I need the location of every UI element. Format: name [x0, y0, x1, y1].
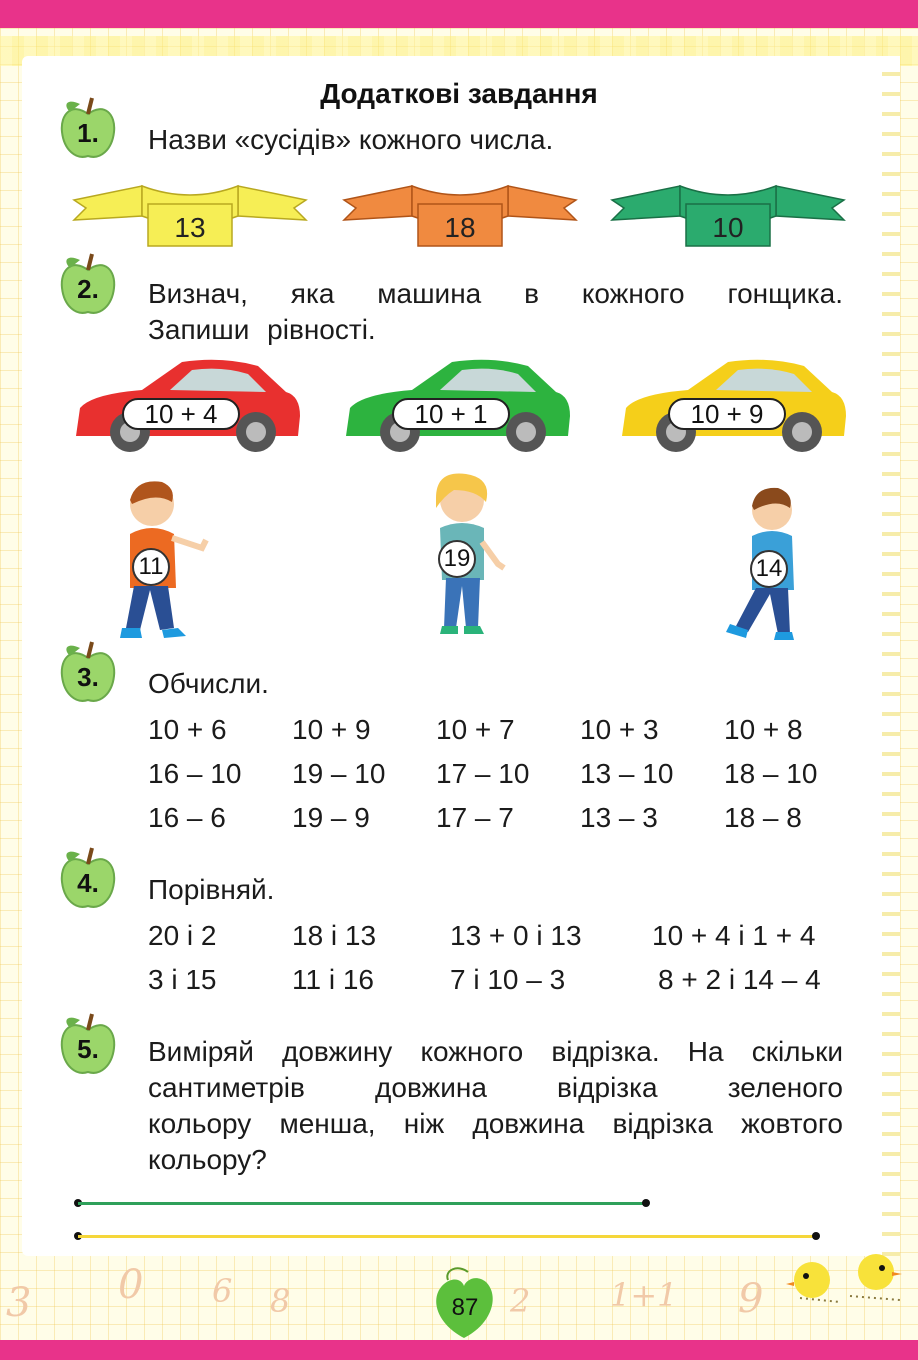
- racer-boy-2: [726, 486, 816, 642]
- ribbon-1: [72, 180, 308, 250]
- comparison: 8 + 2 і 14 – 4: [658, 964, 821, 995]
- expression: 18 – 8: [724, 802, 802, 833]
- car-green: [342, 356, 574, 452]
- task-number: 2.: [77, 274, 99, 304]
- comparison: 13 + 0 і 13: [450, 920, 582, 951]
- comparison: 10 + 4 і 1 + 4: [652, 920, 816, 951]
- expression: 10 + 8: [724, 714, 803, 745]
- decor-digit: 6: [212, 1272, 233, 1310]
- car-yellow: [618, 356, 850, 452]
- apple-icon-task-5: [58, 1012, 118, 1078]
- ribbon-value: 13: [174, 212, 206, 243]
- expression: 17 – 7: [436, 802, 514, 833]
- racer-badge: 19: [438, 540, 476, 578]
- task-2-line-2: Запиши рівності.: [148, 314, 376, 345]
- expression: 10 + 7: [436, 714, 515, 745]
- chicks-icon: [780, 1250, 912, 1320]
- expression: 13 – 3: [580, 802, 658, 833]
- green-segment: [78, 1202, 646, 1205]
- expression: 10 + 6: [148, 714, 227, 745]
- page-title: Додаткові завдання: [320, 78, 598, 109]
- task-3-text: Обчисли.: [148, 668, 269, 699]
- task-4-text: Порівняй.: [148, 874, 275, 905]
- racer-boy-1: [112, 478, 222, 646]
- task-number: 3.: [77, 662, 99, 692]
- yellow-segment-end: [812, 1232, 820, 1240]
- right-frame-edge: [882, 56, 900, 1256]
- decor-digit: 9: [738, 1276, 764, 1322]
- yellow-segment: [78, 1235, 816, 1238]
- task-number: 1.: [77, 118, 99, 148]
- expression: 17 – 10: [436, 758, 530, 789]
- expression: 10 + 3: [580, 714, 659, 745]
- expression: 16 – 10: [148, 758, 242, 789]
- expression: 10 + 9: [292, 714, 371, 745]
- ribbon-value: 10: [712, 212, 744, 243]
- decor-digit: 3: [6, 1280, 32, 1326]
- decor-digit: 1+1: [610, 1276, 678, 1314]
- racer-badge: 11: [132, 548, 170, 586]
- apple-icon-task-4: [58, 846, 118, 912]
- racer-girl: [414, 472, 514, 640]
- expression: 16 – 6: [148, 802, 226, 833]
- page-number: 87: [451, 1294, 479, 1321]
- decor-digit: 2: [510, 1282, 531, 1320]
- car-expression: 10 + 9: [668, 398, 786, 430]
- car-red: [72, 356, 304, 452]
- task-2-line-1: Визнач, яка машина в кожного гонщика.: [148, 278, 843, 309]
- comparison: 7 і 10 – 3: [450, 964, 566, 995]
- expression: 18 – 10: [724, 758, 818, 789]
- ribbon-2: [342, 180, 578, 250]
- task-5-line-2: сантиметрів довжина відрізка зеленого: [148, 1072, 843, 1103]
- expression: 19 – 10: [292, 758, 386, 789]
- task-5-line-3: кольору менша, ніж довжина відрізка жовтого: [148, 1108, 843, 1139]
- task-5-line-1: Виміряй довжину кожного відрізка. На скільки: [148, 1036, 843, 1067]
- comparison: 11 і 16: [292, 964, 374, 995]
- car-expression: 10 + 1: [392, 398, 510, 430]
- comparison: 18 і 13: [292, 920, 377, 951]
- car-expression: 10 + 4: [122, 398, 240, 430]
- green-segment-end: [642, 1199, 650, 1207]
- expression: 13 – 10: [580, 758, 674, 789]
- task-1-text: Назви «сусідів» кожного числа.: [148, 124, 554, 155]
- apple-icon-task-1: [58, 96, 118, 162]
- apple-icon-task-3: [58, 640, 118, 706]
- ribbon-3: [610, 180, 846, 250]
- comparison: 20 і 2: [148, 920, 217, 951]
- comparison: 3 і 15: [148, 964, 217, 995]
- expression: 19 – 9: [292, 802, 370, 833]
- decor-digit: 0: [118, 1262, 144, 1308]
- apple-icon-task-2: [58, 252, 118, 318]
- decor-digit: 8: [270, 1282, 291, 1320]
- ribbon-value: 18: [444, 212, 476, 243]
- task-number: 5.: [77, 1034, 99, 1064]
- racer-badge: 14: [750, 550, 788, 588]
- task-number: 4.: [77, 868, 99, 898]
- task-5-line-4: кольору?: [148, 1144, 267, 1175]
